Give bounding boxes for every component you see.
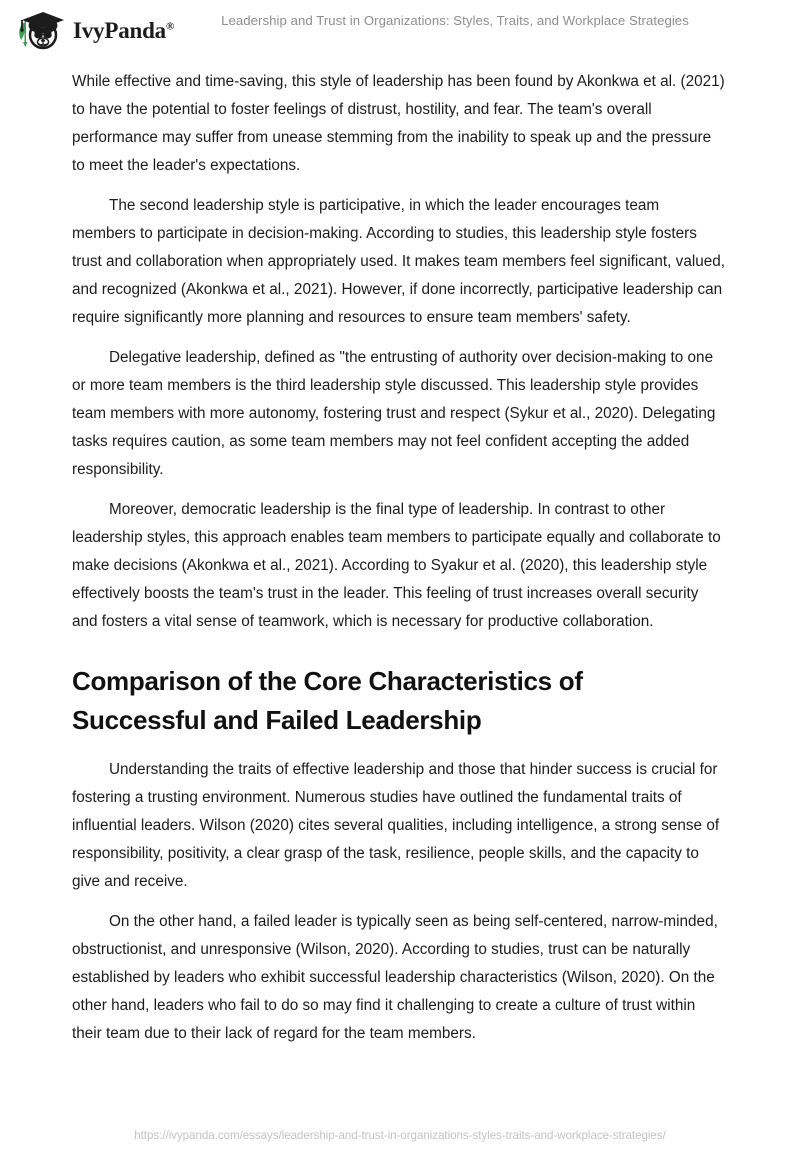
source-url[interactable]: https://ivypanda.com/essays/leadership-and-trust-in-organizations-styles-traits-and-workplace-strategies/ — [134, 1129, 666, 1142]
body-paragraph: Understanding the traits of effective leadership and those that hinder success is crucial for fostering a trusting environment. Numerous studies have outlined the fundamental traits of influential leaders. Wilson (2020) cites several qualities, including intelligence, a strong sense of responsibility, positivity, a clear grasp of the task, resilience, people skills, and the capacity to give and receive. — [72, 761, 720, 890]
brand-name-text: IvyPanda — [73, 17, 166, 43]
page-header — [0, 0, 800, 60]
page-footer — [0, 1126, 800, 1144]
document-title-header: Leadership and Trust in Organizations: Styles, Traits, and Workplace Strategies — [221, 13, 689, 28]
registered-trademark-symbol: ® — [165, 19, 175, 32]
body-paragraph: The second leadership style is participative, in which the leader encourages team members to participate in decision-making. According to studies, this leadership style fosters trust and collaboration when appropriately used. It makes team members feel significant, valued, and recognized (Akonkwa et al., 2021). However, if done incorrectly, participative leadership can require significantly more planning and resources to ensure team members' safety. — [72, 197, 726, 326]
body-paragraph: Delegative leadership, defined as "the entrusting of authority over decision-making to one or more team members is the third leadership style discussed. This leadership style provides team members with more autonomy, fostering trust and respect (Sykur et al., 2020). Delegating tasks requires caution, as some team members may not feel confident accepting the added responsibility. — [72, 349, 716, 478]
section-heading: Comparison of the Core Characteristics of Successful and Failed Leadership — [72, 666, 583, 735]
body-paragraph: On the other hand, a failed leader is typically seen as being self-centered, narrow-minded, obstructionist, and unresponsive (Wilson, 2020). According to studies, trust can be naturally established by leaders who exhibit successful leadership characteristics (Wilson, 2020). On the other hand, leaders who fail to do so may find it challenging to create a culture of trust within their team due to their lack of regard for the team members. — [72, 913, 718, 1042]
document-body — [72, 68, 726, 1060]
body-paragraph: Moreover, democratic leadership is the final type of leadership. In contrast to other leadership styles, this approach enables team members to participate equally and collaborate to make decisions (Akonkwa et al., 2021). According to Syakur et al. (2020), this leadership style effectively boosts the team's trust in the leader. This feeling of trust increases overall security and fosters a vital sense of teamwork, which is necessary for productive collaboration. — [72, 501, 721, 630]
body-paragraph: While effective and time-saving, this style of leadership has been found by Akonkwa et al. (2021) to have the potential to foster feelings of distrust, hostility, and fear. The team's overall performance may suffer from unease stemming from the inability to speak up and the pressure to meet the leader's expectations. — [72, 73, 725, 174]
